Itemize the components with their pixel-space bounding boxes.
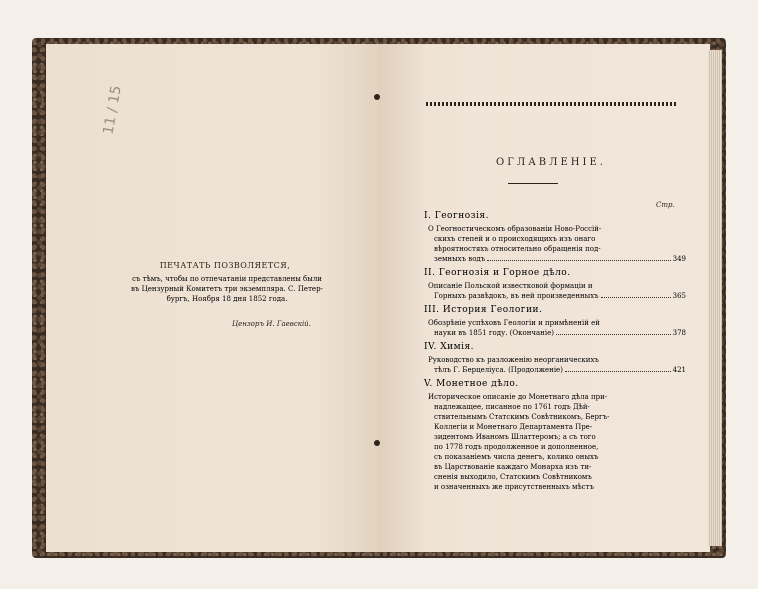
toc-section-heading: I. Геогнозія.	[424, 211, 489, 221]
header-rule	[426, 102, 676, 106]
toc-page-number: 421	[672, 366, 686, 374]
toc-entry-line: вѣроятностяхъ относительно обращенія под-	[434, 245, 601, 253]
license-line: бургъ, Ноября 18 дня 1852 года.	[166, 295, 288, 303]
leader-dots	[565, 371, 671, 372]
toc-entry-text: тѣлъ Г. Берцеліуса. (Продолженіе)	[434, 366, 563, 374]
toc-entry-line: сненія выходило, Статскимъ Совѣтникомъ	[434, 473, 592, 481]
title-underline	[508, 183, 558, 184]
censor-signature: Цензоръ И. Гаевскій.	[232, 320, 311, 328]
toc-entry-line: Историческое описаніе до Монетнаго дѣла при-	[428, 393, 608, 401]
page-column-label: Стр.	[656, 201, 675, 209]
pencil-mark: 11 / 15	[100, 84, 125, 136]
toc-entry-line: скихъ степей и о происходящихъ изъ онаго	[434, 235, 596, 243]
toc-entry-line: надлежащее, писанное по 1761 годъ Дѣй-	[434, 403, 590, 411]
table-of-contents	[424, 210, 686, 495]
spacer	[424, 264, 686, 267]
page-edges	[708, 50, 722, 546]
toc-entry-line: О Геогностическомъ образованіи Ново-Россій-	[428, 225, 602, 233]
toc-entry-line: Описаніе Польской известковой формаціи и	[428, 282, 593, 290]
toc-entry-text: Горныхъ развѣдокъ, въ ней произведенныхъ	[434, 292, 599, 300]
toc-section-heading: III. История Геологии.	[424, 305, 543, 315]
toc-entry-line: въ Царствованіе каждаго Монарха изъ ти-	[434, 463, 592, 471]
spacer	[424, 492, 686, 495]
toc-entry-line: зидентомъ Иваномъ Шлаттеромъ; а съ того	[434, 433, 596, 441]
toc-entry-text: земныхъ водъ	[434, 255, 486, 263]
spacer	[424, 375, 686, 378]
spacer	[424, 301, 686, 304]
leader-dots	[487, 260, 670, 261]
toc-entry-line: ствительнымъ Статскимъ Совѣтникомъ, Бергъ-	[434, 413, 610, 421]
toc-page-number: 349	[672, 255, 686, 263]
toc-entry-text: науки въ 1851 году. (Окончаніе)	[434, 329, 554, 337]
license-heading: ПЕЧАТАТЬ ПОЗВОЛЯЕТСЯ,	[159, 261, 291, 270]
spacer	[424, 338, 686, 341]
toc-section-heading: II. Геогнозія и Горное дѣло.	[424, 268, 571, 278]
toc-section-heading: IV. Химія.	[424, 342, 475, 352]
leader-dots	[601, 297, 671, 298]
toc-entry-line: Руководство къ разложенію неорганическихъ	[428, 356, 599, 364]
toc-page-number: 378	[672, 329, 686, 337]
toc-entry-final-line	[424, 328, 686, 338]
toc-entry-line: Коллегіи и Монетнаго Департамента Пре-	[434, 423, 593, 431]
page-title: ОГЛАВЛЕНІЕ.	[496, 157, 606, 168]
toc-entry-final-line	[424, 291, 686, 301]
toc-entry-line: съ показаніемъ числа денегъ, колико оныхъ	[434, 453, 599, 461]
binding-stitch	[374, 440, 380, 446]
leader-dots	[556, 334, 671, 335]
toc-entry-final-line	[424, 254, 686, 264]
toc-entry-final-line	[424, 365, 686, 375]
toc-entry-line: по 1778 годъ продолженное и дополненное,	[434, 443, 599, 451]
license-line: въ Цензурный Комитетъ три экземпляра. С. Петер-	[131, 285, 323, 293]
toc-page-number: 365	[672, 292, 686, 300]
binding-stitch	[374, 94, 380, 100]
toc-entry-line: Обозрѣніе успѣховъ Геологіи и примѣненій ей	[428, 319, 600, 327]
toc-section-heading: V. Монетное дѣло.	[424, 379, 519, 389]
license-text	[104, 274, 350, 304]
toc-entry-line: и означенныхъ же присутственныхъ мѣстъ	[434, 483, 594, 491]
license-line: съ тѣмъ, чтобы по отпечатаніи представлены были	[132, 275, 322, 283]
